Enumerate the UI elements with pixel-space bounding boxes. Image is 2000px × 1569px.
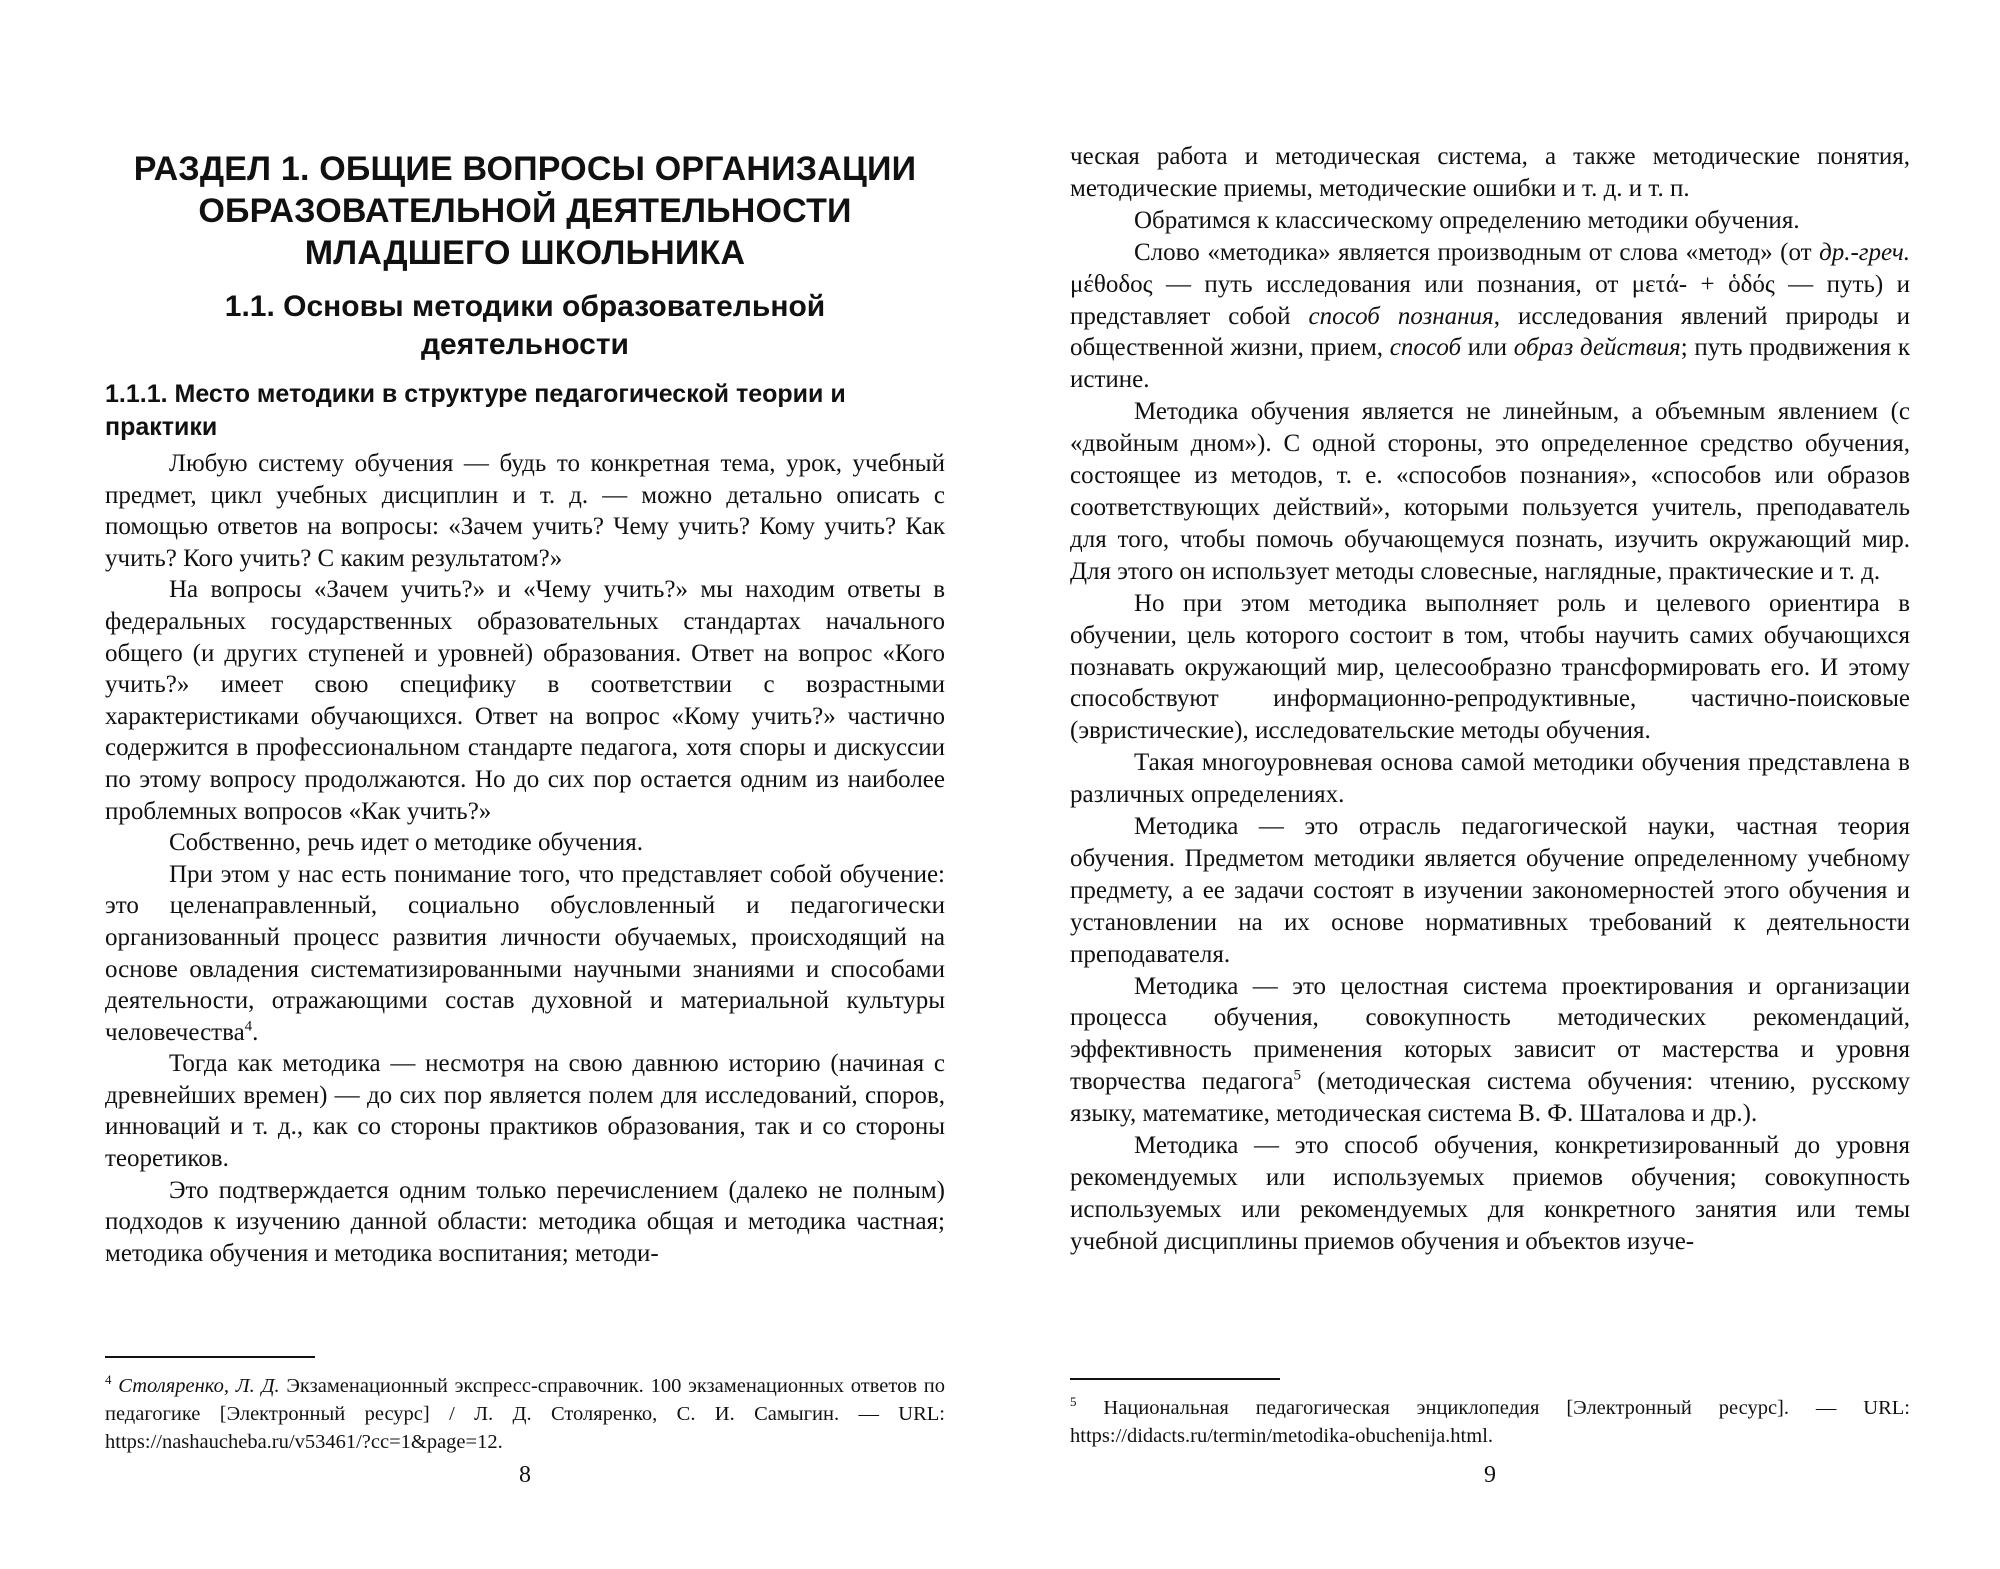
body-paragraph [1070,971,1910,1131]
body-paragraph: На вопросы «Зачем учить?» и «Чему учить?» мы находим ответы в федеральных государственных образовательных стандартах начального общего (и других ступеней и уровней) образования. Ответ на вопрос «Кого учить?» имеет свою специфику в соответствии с возрастными характеристиками обучающихся. Ответ на вопрос «Кому учить?» частично содержится в профессиональном стандарте педагога, хотя споры и дискуссии по этому вопросу продолжаются. Но до сих пор остается одним из наиболее проблемных вопросов «Как учить?» [105,576,945,825]
body-paragraph: Это подтверждается одним только перечислением (далеко не полным) подходов к изучению данной области: методика общая и методика частная; методика обучения и методика воспитания; методи- [105,1176,945,1267]
left-page [105,0,945,1569]
footnote-text: Экзаменационный экспресс-справочник. 100 экзаменационных ответов по педагогике [Электронный ресурс] / Л. Д. Столяренко, С. И. Самыгин. — URL: https://nashaucheba.ru/v53461/?cc=1&page=12. [105,1374,946,1453]
body-paragraph: ческая работа и методическая система, а также методические понятия, методические приемы, методические ошибки и т. д. и т. п. [1070,143,1910,202]
footnote-ref: 5 [1293,1067,1302,1084]
right-body-text [1070,141,1910,1258]
body-text-span: , исследования явлений природы и общественной жизни, прием, [1070,302,1910,362]
footnote-4 [105,1366,945,1456]
chapter-title: 1.1. Основы методики образовательной деятельности [224,290,826,361]
italic-term: способ познания [1308,302,1494,330]
italic-term: образ действия [1513,334,1681,362]
body-text-span: ; путь продвижения к истине. [1070,334,1911,394]
body-text-span: При этом у нас есть понимание того, что представляет собой обучение: это целенаправленный, социально обусловленный и педагогически организованный процесс развития личности обучаемых, происходящий на основе овладения систематизированными научными знаниями и способами деятельности, отражающими состав духовной и материальной культуры человечества [105,860,945,1046]
body-paragraph: Методика — это отрасль педагогической науки, частная теория обучения. Предметом методики является обучение определенному учебному предмету, а ее задачи состоят в изучении закономерностей этого обучения и установлении на их основе нормативных требований к деятельности преподавателя. [1070,813,1910,968]
body-text-span: . [252,1018,259,1046]
footnote-ref: 4 [244,1018,253,1035]
body-paragraph: Тогда как методика — несмотря на свою давнюю историю (начиная с древнейших времен) — до сих пор является полем для исследований, споров, инноваций и т. д., как со стороны практиков образования, так и со стороны теоретиков. [105,1050,945,1173]
body-paragraph [105,859,945,1049]
body-paragraph: Любую систему обучения — будь то конкретная тема, урок, учебный предмет, цикл учебных дисциплин и т. д. — можно детально описать с помощью ответов на вопросы: «Зачем учить? Чему учить? Кому учить? Как учить? Кого учить? С каким результатом?» [105,450,945,572]
footnote-number: 4 [105,1372,112,1387]
footnote-divider [1070,1378,1280,1380]
body-text-span: Методика — это целостная система проектирования и организации процесса обучения, совокупность методических рекомендаций, эффективность применения которых зависит от мастерства и уровня творчества педагога [1070,972,1910,1096]
body-paragraph: Собственно, речь идет о методике обучения. [169,829,643,857]
paragraph-title: 1.1.1. Место методики в структуре педагогической теории и практики [105,380,846,441]
footnote-author: Столяренко, Л. Д. [118,1374,280,1397]
italic-term: др.-греч. [1819,238,1910,266]
section-title: РАЗДЕЛ 1. ОБЩИЕ ВОПРОСЫ ОРГАНИЗАЦИИ ОБРАЗОВАТЕЛЬНОЙ ДЕЯТЕЛЬНОСТИ МЛАДШЕГО ШКОЛЬНИКА [133,150,917,272]
body-paragraph: Методика обучения является не линейным, а объемным явлением (с «двойным дном»). С одной стороны, это определенное средство обучения, состоящее из методов, т. е. «способов познания», «способов или образов соответствующих действий», которыми пользуется учитель, преподаватель для того, чтобы помочь обучающемуся познать, изучить окружающий мир. Для этого он использует методы словесные, наглядные, практические и т. д. [1070,398,1910,585]
italic-term: способ [1389,334,1462,362]
footnote-divider [105,1356,315,1358]
body-text-span: μέθοδος — путь исследования или познания, от μετά- + ὁδός — путь) и представляет собой [1070,270,1910,330]
body-paragraph: Обратимся к классическому определению методики обучения. [1134,206,1800,234]
right-page [1070,0,1910,1569]
body-text-span: или [1461,334,1514,362]
body-paragraph: Такая многоуровневая основа самой методики обучения представлена в различных определениях. [1070,749,1910,809]
footnote-text: Национальная педагогическая энциклопедия [Электронный ресурс]. — URL: https://didacts.ru/termin/metodika-obuchenija.html. [1070,1396,1910,1447]
page-number: 9 [1484,1462,1496,1488]
body-text-span: Слово «методика» является производным от слова «метод» (от [1134,238,1820,266]
body-paragraph: Но при этом методика выполняет роль и целевого ориентира в обучении, цель которого состоит в том, чтобы научить самих обучающихся познавать окружающий мир, целесообразно трансформировать его. И этому способствуют информационно-репродуктивные, частично-поисковые (эвристические), исследовательские методы обучения. [1070,589,1910,745]
body-text-span: (методическая система обучения: чтению, русскому языку, математике, методическая система В. Ф. Шаталова и др.). [1070,1068,1911,1128]
page-number: 8 [519,1462,531,1488]
footnote-5 [1070,1388,1910,1450]
body-paragraph [1070,237,1910,397]
left-body-text [105,448,945,1269]
body-paragraph: Методика — это способ обучения, конкретизированный до уровня рекомендуемых или используемых приемов обучения; совокупность используемых или рекомендуемых для конкретного занятия или темы учебной дисциплины приемов обучения и объектов изуче- [1070,1132,1910,1255]
footnote-number: 5 [1070,1394,1077,1409]
